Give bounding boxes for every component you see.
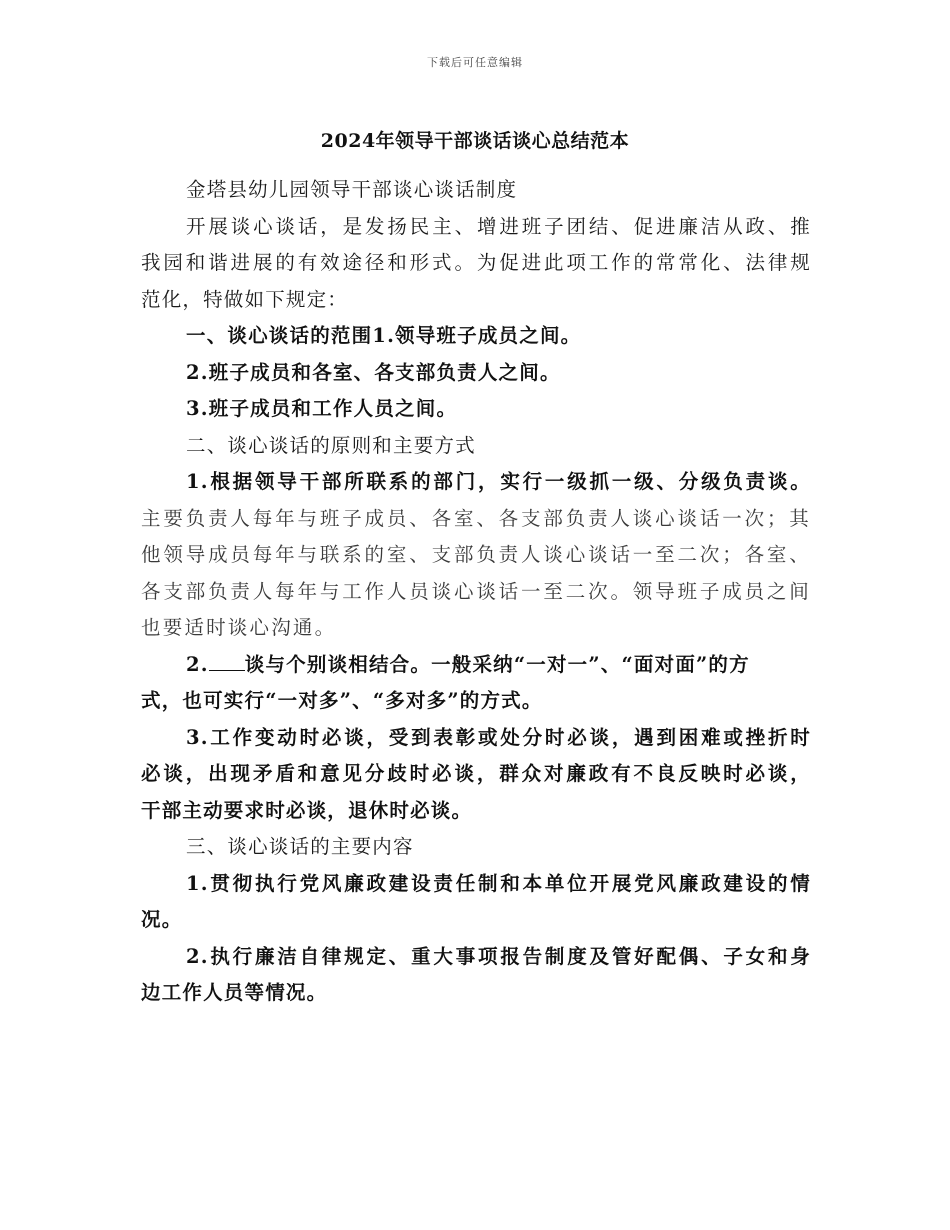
list-item: 3.工作变动时必谈，受到表彰或处分时必谈，遇到困难或挫折时 <box>186 725 811 749</box>
list-item: 1.根据领导干部所联系的部门，实行一级抓一级、分级负责谈。 <box>186 470 811 493</box>
paragraph-line: 我园和谐进展的有效途径和形式。为促进此项工作的常常化、法律规 <box>141 251 811 274</box>
list-item-text: 谈与个别谈相结合。一般采纳“一对一”、“面对面”的方 <box>244 652 750 676</box>
list-item-number: 2. <box>186 652 209 676</box>
paragraph-line: 主要负责人每年与班子成员、各室、各支部负责人谈心谈话一次；其 <box>141 506 811 530</box>
fill-in-blank <box>209 650 245 671</box>
paragraph-line: 干部主动要求时必谈，退休时必谈。 <box>141 798 473 822</box>
paragraph-line: 边工作人员等情况。 <box>141 981 328 1004</box>
list-item: 1.贯彻执行党风廉政建设责任制和本单位开展党风廉政建设的情 <box>186 871 811 895</box>
header-note: 下载后可任意编辑 <box>427 56 523 69</box>
paragraph-line: 式，也可实行“一对多”、“多对多”的方式。 <box>141 689 543 712</box>
paragraph-line: 也要适时谈心沟通。 <box>141 616 337 639</box>
section-heading: 一、谈心谈话的范围1.领导班子成员之间。 <box>186 324 582 347</box>
paragraph-line: 必谈，出现矛盾和意见分歧时必谈，群众对廉政有不良反映时必谈， <box>141 762 811 785</box>
paragraph-line: 开展谈心谈话，是发扬民主、增进班子团结、促进廉洁从政、推 <box>186 214 811 238</box>
paragraph-line: 他领导成员每年与联系的室、支部负责人谈心谈话一至二次；各室、 <box>141 543 811 566</box>
subtitle-line: 金塔县幼儿园领导干部谈心谈话制度 <box>186 178 518 201</box>
paragraph-line: 范化，特做如下规定： <box>141 287 349 311</box>
list-item <box>141 647 811 684</box>
document-body <box>141 172 811 1012</box>
paragraph-line: 况。 <box>141 908 183 931</box>
paragraph-line: 各支部负责人每年与工作人员谈心谈话一至二次。领导班子成员之间 <box>141 579 811 603</box>
list-item: 3.班子成员和工作人员之间。 <box>186 397 458 420</box>
section-heading: 二、谈心谈话的原则和主要方式 <box>186 433 476 457</box>
section-heading: 三、谈心谈话的主要内容 <box>186 835 414 858</box>
list-item: 2.执行廉洁自律规定、重大事项报告制度及管好配偶、子女和身 <box>186 944 811 968</box>
list-item: 2.班子成员和各室、各支部负责人之间。 <box>186 360 561 384</box>
document-title: 2024年领导干部谈话谈心总结范本 <box>320 130 630 152</box>
